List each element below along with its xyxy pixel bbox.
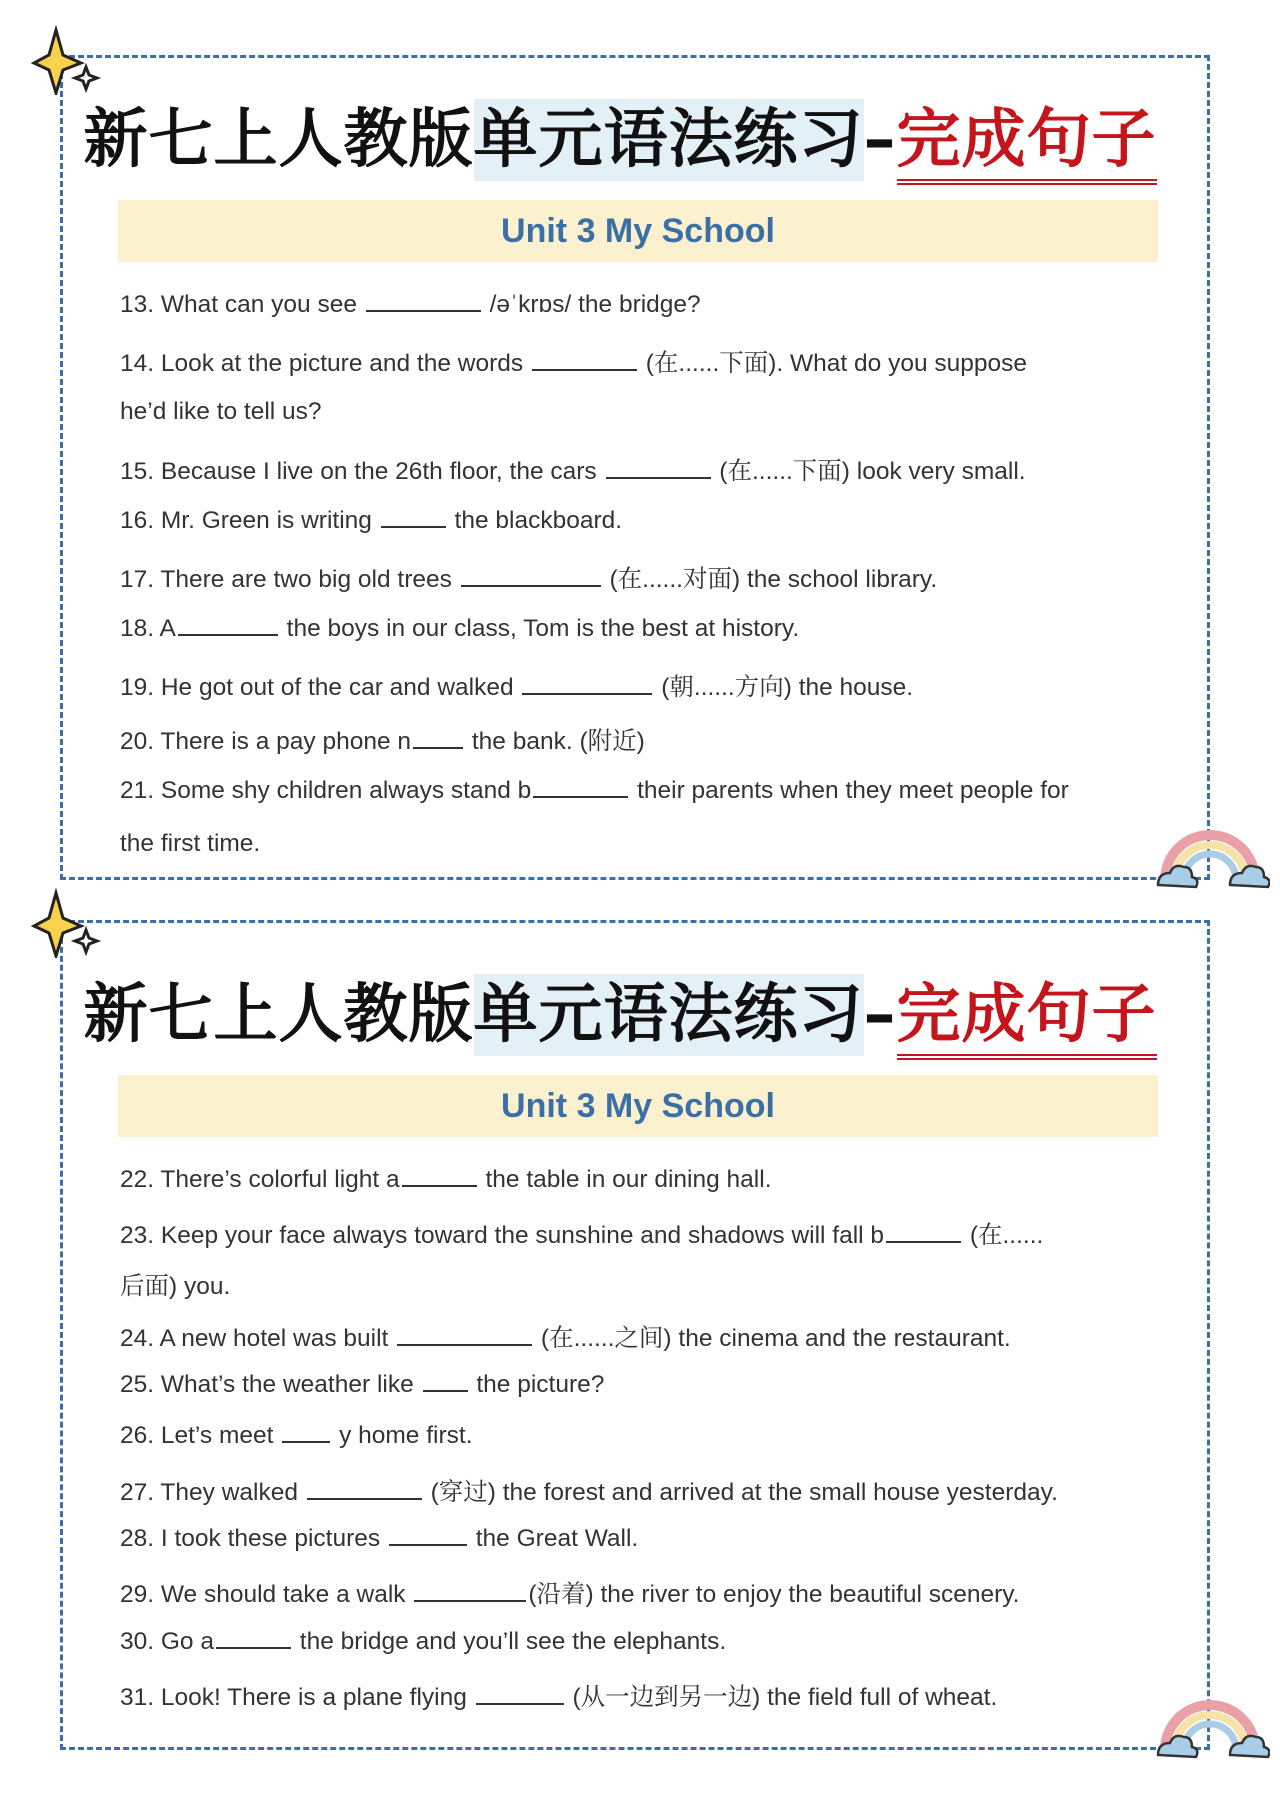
answer-blank[interactable] bbox=[532, 349, 637, 371]
rainbow-cloud-icon bbox=[1150, 820, 1270, 900]
title-part-1: 新七上人教版 bbox=[83, 978, 474, 1052]
answer-blank[interactable] bbox=[476, 1683, 564, 1705]
answer-blank[interactable] bbox=[461, 565, 601, 587]
page-title-1 bbox=[80, 88, 1160, 180]
answer-blank[interactable] bbox=[414, 1580, 526, 1602]
title-part-3: 完成句子 bbox=[897, 978, 1157, 1060]
question-20: 20. There is a pay phone n the bank. (附近) bbox=[120, 728, 645, 755]
question-24: 24. A new hotel was built (在......之间) the cinema and the restaurant. bbox=[120, 1325, 1011, 1352]
answer-blank[interactable] bbox=[397, 1324, 532, 1346]
question-31: 31. Look! There is a plane flying (从一边到另一边) the field full of wheat. bbox=[120, 1684, 998, 1711]
question-22: 22. There’s colorful light a the table in our dining hall. bbox=[120, 1166, 772, 1193]
answer-blank[interactable] bbox=[522, 673, 652, 695]
question-21-cont: the first time. bbox=[120, 830, 261, 857]
question-26: 26. Let’s meet y home first. bbox=[120, 1422, 473, 1449]
title-part-2: 单元语法练习 bbox=[474, 974, 864, 1056]
question-15: 15. Because I live on the 26th floor, the cars (在......下面) look very small. bbox=[120, 458, 1026, 485]
title-dash: – bbox=[863, 978, 897, 1052]
question-13: 13. What can you see /əˈkrɒs/ the bridge? bbox=[120, 291, 701, 318]
question-14-cont: he’d like to tell us? bbox=[120, 398, 322, 425]
answer-blank[interactable] bbox=[389, 1524, 467, 1546]
answer-blank[interactable] bbox=[413, 727, 463, 749]
sparkle-star-icon bbox=[28, 888, 108, 958]
answer-blank[interactable] bbox=[282, 1421, 330, 1443]
title-part-2: 单元语法练习 bbox=[474, 99, 864, 181]
title-part-1: 新七上人教版 bbox=[83, 103, 474, 177]
question-14: 14. Look at the picture and the words (在......下面). What do you suppose bbox=[120, 350, 1028, 377]
question-23: 23. Keep your face always toward the sunshine and shadows will fall b (在...... bbox=[120, 1222, 1044, 1249]
question-29: 29. We should take a walk (沿着) the river to enjoy the beautiful scenery. bbox=[120, 1581, 1020, 1608]
answer-blank[interactable] bbox=[423, 1370, 468, 1392]
question-23-cont: 后面) you. bbox=[120, 1273, 231, 1300]
question-19: 19. He got out of the car and walked (朝......方向) the house. bbox=[120, 674, 914, 701]
answer-blank[interactable] bbox=[366, 290, 481, 312]
question-27: 27. They walked (穿过) the forest and arrived at the small house yesterday. bbox=[120, 1479, 1058, 1506]
answer-blank[interactable] bbox=[216, 1627, 291, 1649]
answer-blank[interactable] bbox=[381, 506, 446, 528]
answer-blank[interactable] bbox=[606, 457, 711, 479]
question-25: 25. What’s the weather like the picture? bbox=[120, 1371, 605, 1398]
unit-banner-1: Unit 3 My School bbox=[118, 200, 1158, 262]
question-18: 18. A the boys in our class, Tom is the best at history. bbox=[120, 615, 800, 642]
question-28: 28. I took these pictures the Great Wall. bbox=[120, 1525, 639, 1552]
answer-blank[interactable] bbox=[178, 614, 278, 636]
page-title-2 bbox=[80, 963, 1160, 1055]
unit-banner-2: Unit 3 My School bbox=[118, 1075, 1158, 1137]
answer-blank[interactable] bbox=[307, 1478, 422, 1500]
answer-blank[interactable] bbox=[533, 776, 628, 798]
question-16: 16. Mr. Green is writing the blackboard. bbox=[120, 507, 623, 534]
rainbow-cloud-icon bbox=[1150, 1690, 1270, 1770]
question-17: 17. There are two big old trees (在......对面) the school library. bbox=[120, 566, 938, 593]
title-part-3: 完成句子 bbox=[897, 103, 1157, 185]
title-dash: – bbox=[863, 103, 897, 177]
sparkle-star-icon bbox=[28, 25, 108, 95]
question-21: 21. Some shy children always stand b their parents when they meet people for bbox=[120, 777, 1069, 804]
answer-blank[interactable] bbox=[886, 1221, 961, 1243]
answer-blank[interactable] bbox=[402, 1165, 477, 1187]
question-30: 30. Go a the bridge and you’ll see the elephants. bbox=[120, 1628, 727, 1655]
